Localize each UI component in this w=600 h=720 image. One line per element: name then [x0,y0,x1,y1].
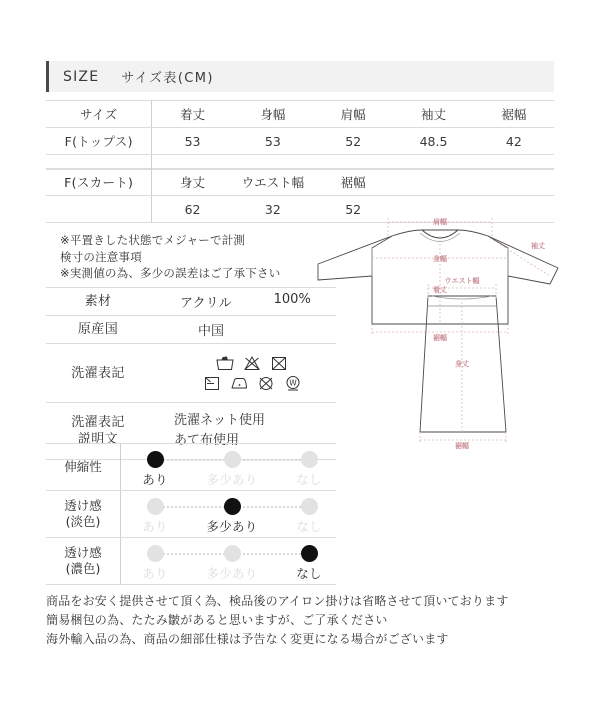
no-tumble-dry-icon [269,354,289,372]
rating-dot [224,545,241,562]
rating-option-sheer-dark-1[interactable] [204,538,260,582]
rating-option-stretch-0[interactable] [127,444,183,488]
rating-option-label: あり [142,472,168,487]
rating-dot [301,498,318,515]
note-line-3: ※実測値の為、多少の誤差はご了承下さい [60,266,281,280]
rating-dot [301,451,318,468]
spec-row-origin [46,316,336,344]
diagram-label-skirt-length: 身丈 [455,360,469,368]
rating-option-stretch-1[interactable] [204,444,260,488]
rating-row-sheer-dark [46,538,336,585]
rating-dot [147,545,164,562]
footer-line-2: 簡易梱包の為、たたみ皺があると思いますが、ご了承ください [46,613,388,627]
rating-option-sheer-dark-2[interactable] [281,538,337,582]
rating-label-sheer-light [46,491,121,538]
column-header-length: 着丈 [152,101,233,128]
garment-diagrams [310,206,570,451]
spec-value-material [150,288,336,316]
row-label-skirt: F(スカート) [46,169,152,196]
size-section-header [46,61,554,92]
rating-option-label: 多少あり [206,472,258,487]
cell-tops-shoulder: 52 [313,128,393,155]
diagram-label-chest: 身幅 [433,255,447,263]
measurement-notes [60,232,280,282]
diagram-label-sleeve: 袖丈 [531,242,545,250]
drip-dry-shade-icon [202,374,222,392]
rating-option-stretch-2[interactable] [281,444,337,488]
column-header-chest: 身幅 [233,101,313,128]
table-header-row [46,169,554,196]
spec-label-care-symbols: 洗濯表記 [46,344,150,403]
rating-option-sheer-light-1[interactable] [204,491,260,535]
column-header-shoulder: 肩幅 [313,101,393,128]
table-row [46,128,554,155]
table-header-row [46,101,554,128]
rating-label-stretch-line1: 伸縮性 [64,459,102,474]
empty-cell-a [393,169,473,196]
cell-tops-hem: 42 [474,128,554,155]
wet-clean-icon [283,374,303,392]
spec-row-care-symbols [46,344,336,403]
rating-dot [224,498,241,515]
rating-dot [301,545,318,562]
rating-dot [147,451,164,468]
rating-option-label: 多少あり [206,566,258,581]
note-line-2: 検寸の注意事項 [60,249,142,264]
no-dry-clean-icon [256,374,276,392]
spec-table [46,287,336,460]
rating-label-sheer-light-line2: (淡色) [65,514,101,529]
care-instruction-2: あて布使用 [174,433,240,448]
rating-option-label: あり [142,519,168,534]
note-line-1: ※平置きした状態でメジャーで計測 [60,233,246,247]
empty-cell-b [474,169,554,196]
cell-skirt-length: 62 [152,196,233,223]
footer-line-1: 商品をお安く提供させて頂く為、検品後のアイロン掛けは省略させて頂いております [46,594,509,608]
tops-size-table [46,100,554,170]
rating-table [46,443,336,585]
rating-option-sheer-light-2[interactable] [281,491,337,535]
rating-option-label: なし [296,566,322,581]
column-header-hem: 裾幅 [474,101,554,128]
care-symbols-row-2 [202,374,303,392]
rating-scale-sheer-light [137,491,327,537]
care-symbols-group [162,354,336,392]
diagram-label-hem: 裾幅 [433,334,447,342]
rating-label-stretch [46,444,121,491]
rating-option-label: あり [142,566,168,581]
rating-scale-cell-stretch [121,444,337,491]
column-header-size: サイズ [46,101,152,128]
spec-label-material: 素材 [46,288,150,316]
rating-label-sheer-dark [46,538,121,585]
column-header-skirt-length: 身丈 [152,169,233,196]
diagram-svg [310,206,570,451]
cell-tops-chest: 53 [233,128,313,155]
footer-notes [46,592,566,649]
rating-scale-cell-sheer-light [121,491,337,538]
rating-scale-cell-sheer-dark [121,538,337,585]
diagram-label-waist: ウエスト幅 [444,277,480,285]
material-name: アクリル [180,296,232,311]
row-label-skirt-values [46,196,152,223]
footer-line-3: 海外輸入品の為、商品の細部仕様は予告なく変更になる場合がございます [46,632,449,646]
diagram-label-length: 着丈 [433,286,447,294]
rating-option-label: なし [296,519,322,534]
rating-option-label: なし [296,472,322,487]
cell-tops-sleeve: 48.5 [393,128,473,155]
header-accent-bar [46,61,49,92]
column-header-sleeve: 袖丈 [393,101,473,128]
rating-option-label: 多少あり [206,519,258,534]
rating-row-sheer-light [46,491,336,538]
rating-row-stretch [46,444,336,491]
rating-label-sheer-dark-line1: 透け感 [64,545,102,560]
size-label-jp: サイズ表(CM) [121,71,214,86]
column-header-waist: ウエスト幅 [233,169,313,196]
rating-label-sheer-light-line1: 透け感 [64,498,102,513]
cell-skirt-hem: 52 [313,196,393,223]
diagram-label-shoulder: 肩幅 [433,218,447,226]
rating-dot [147,498,164,515]
care-instruction-1: 洗濯ネット使用 [174,413,266,428]
column-header-skirt-hem: 裾幅 [313,169,393,196]
size-label-en: SIZE [63,68,100,85]
spec-row-material [46,288,336,316]
material-percentage: 100% [273,292,311,307]
spec-value-origin [150,316,336,344]
skirt-waist-curve [432,296,492,299]
diagram-label-skirt-hem: 裾幅 [455,442,469,450]
care-symbols-row-1 [215,354,289,372]
care-text-label-line-1: 洗濯表記 [71,415,125,430]
rating-scale-stretch [137,444,327,490]
hand-wash-icon [215,354,235,372]
cell-tops-length: 53 [152,128,233,155]
cell-skirt-waist: 32 [233,196,313,223]
row-label-tops: F(トップス) [46,128,152,155]
rating-label-sheer-dark-line2: (濃色) [65,561,101,576]
rating-option-sheer-dark-0[interactable] [127,538,183,582]
rating-scale-sheer-dark [137,538,327,584]
origin-country: 中国 [198,324,225,339]
care-text-label-line-2: 説明文 [77,432,119,447]
svg-text:W: W [288,378,297,388]
spec-value-care-symbols [150,344,336,403]
rating-dot [224,451,241,468]
no-bleach-icon [242,354,262,372]
rating-option-sheer-light-0[interactable] [127,491,183,535]
spec-label-origin: 原産国 [46,316,150,344]
iron-low-icon [229,374,249,392]
